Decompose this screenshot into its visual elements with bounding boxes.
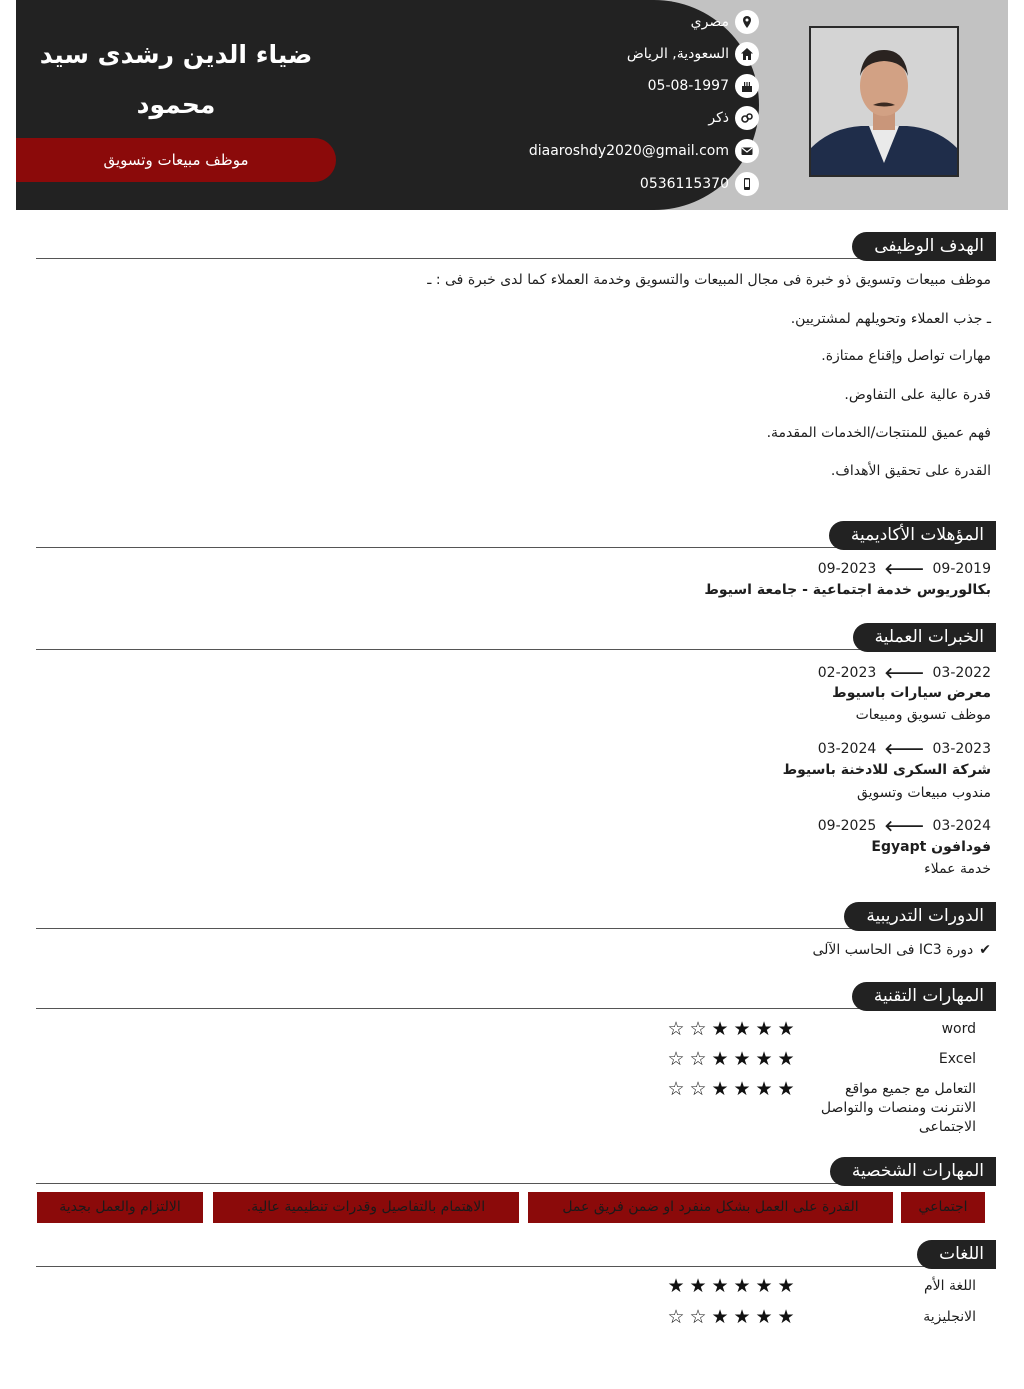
date-end: 09-2023	[817, 560, 877, 577]
cv-header	[16, 0, 1008, 210]
section-divider	[36, 649, 996, 650]
course-label: دورة IC3 فى الحاسب الآلى	[812, 942, 974, 958]
star-filled-icon: ★	[777, 1018, 795, 1040]
star-empty-icon: ☆	[689, 1018, 707, 1040]
location-pin-icon	[735, 10, 759, 34]
section-title-tech-skills: المهارات التقنية	[852, 982, 996, 1011]
skill-tag: الالتزام والعمل بجدية	[37, 1192, 203, 1223]
star-empty-icon: ☆	[689, 1306, 707, 1328]
phone-icon	[735, 172, 759, 196]
star-filled-icon: ★	[755, 1275, 773, 1297]
star-filled-icon: ★	[755, 1306, 773, 1328]
star-filled-icon: ★	[777, 1078, 795, 1100]
star-filled-icon: ★	[711, 1048, 729, 1070]
contact-text: 05-08-1997	[647, 78, 729, 94]
star-empty-icon: ☆	[667, 1306, 685, 1328]
skill-name: التعامل مع جميع مواقع الانترنت ومنصات والتواصل الاجتماعى	[820, 1081, 976, 1135]
contact-gender	[429, 104, 759, 132]
language-name: الانجليزية	[923, 1309, 976, 1325]
objective-line: القدرة على تحقيق الأهداف.	[830, 463, 991, 479]
objective-line: فهم عميق للمنتجات/الخدمات المقدمة.	[766, 425, 991, 441]
person-name: ضياء الدين رشدى سيد محمود	[39, 40, 313, 119]
skill-tag: القدرة على العمل بشكل منفرد او ضمن فريق عمل	[528, 1192, 893, 1223]
star-filled-icon: ★	[755, 1018, 773, 1040]
date-start: 09-2019	[932, 560, 991, 577]
contact-address	[429, 40, 759, 68]
date-end: 09-2025	[817, 817, 877, 834]
objective-line: ـ جذب العملاء وتحويلهم لمشتريين.	[790, 311, 991, 327]
star-empty-icon: ☆	[667, 1048, 685, 1070]
objective-line: مهارات تواصل وإقناع ممتازة.	[821, 348, 991, 364]
star-filled-icon: ★	[711, 1306, 729, 1328]
star-filled-icon: ★	[711, 1275, 729, 1297]
rating-stars	[666, 1275, 796, 1297]
experience-dates	[818, 816, 991, 835]
date-start: 03-2022	[932, 664, 991, 681]
arrow-left-icon: 🡐	[884, 664, 925, 682]
contact-birthdate	[429, 72, 759, 100]
education-dates	[818, 559, 991, 578]
star-filled-icon: ★	[755, 1048, 773, 1070]
star-filled-icon: ★	[777, 1275, 795, 1297]
arrow-left-icon: 🡐	[884, 740, 925, 758]
contact-nationality	[429, 8, 759, 36]
experience-role: موظف تسويق ومبيعات	[855, 707, 991, 723]
star-filled-icon: ★	[755, 1078, 773, 1100]
star-filled-icon: ★	[777, 1048, 795, 1070]
checkmark-icon: ✔	[979, 942, 991, 958]
skill-tag: اجتماعي	[901, 1192, 985, 1223]
skill-name: Excel	[938, 1051, 976, 1067]
course-item	[812, 942, 991, 958]
date-end: 03-2024	[817, 740, 877, 757]
date-start: 03-2024	[932, 817, 991, 834]
date-end: 02-2023	[817, 664, 877, 681]
star-empty-icon: ☆	[667, 1018, 685, 1040]
objective-line: قدرة عالية على التفاوض.	[844, 387, 991, 403]
home-icon	[735, 42, 759, 66]
experience-role: خدمة عملاء	[924, 861, 991, 877]
skill-name: word	[941, 1021, 976, 1037]
section-divider	[36, 1266, 996, 1267]
contact-text: السعودية, الرياض	[626, 46, 729, 62]
star-filled-icon: ★	[733, 1018, 751, 1040]
section-title-personal-skills: المهارات الشخصية	[830, 1157, 996, 1186]
section-divider	[36, 258, 996, 259]
star-filled-icon: ★	[733, 1306, 751, 1328]
contact-email	[429, 137, 759, 165]
contact-text: ذكر	[708, 110, 729, 126]
star-filled-icon: ★	[689, 1275, 707, 1297]
skill-tag: الاهتمام بالتفاصيل وقدرات تنظيمية عالية.	[213, 1192, 519, 1223]
contact-text: مصري	[690, 14, 729, 30]
star-filled-icon: ★	[777, 1306, 795, 1328]
objective-line: موظف مبيعات وتسويق ذو خبرة فى مجال المبيعات والتسويق وخدمة العملاء كما لدى خبرة فى : ـ	[427, 272, 991, 288]
section-title-objective: الهدف الوظيفى	[852, 232, 996, 261]
experience-company: فودافون Egyapt	[871, 839, 991, 855]
envelope-icon	[735, 139, 759, 163]
education-degree: بكالوريوس خدمة اجتماعية - جامعة اسيوط	[704, 582, 991, 598]
section-divider	[36, 1008, 996, 1009]
birthday-cake-icon	[735, 74, 759, 98]
section-title-courses: الدورات التدريبية	[844, 902, 996, 931]
contact-text: diaaroshdy2020@gmail.com	[528, 143, 729, 159]
gender-icon	[735, 106, 759, 130]
experience-dates	[818, 739, 991, 758]
experience-dates	[818, 663, 991, 682]
star-filled-icon: ★	[733, 1275, 751, 1297]
star-filled-icon: ★	[711, 1078, 729, 1100]
star-filled-icon: ★	[667, 1275, 685, 1297]
rating-stars	[666, 1018, 796, 1040]
rating-stars	[666, 1048, 796, 1070]
experience-company: معرض سيارات باسيوط	[832, 685, 991, 701]
section-title-experience: الخبرات العملية	[853, 623, 996, 652]
arrow-left-icon: 🡐	[884, 817, 925, 835]
language-name: اللغة الأم	[923, 1278, 976, 1294]
section-title-languages: اللغات	[917, 1240, 996, 1269]
star-filled-icon: ★	[711, 1018, 729, 1040]
star-filled-icon: ★	[733, 1078, 751, 1100]
header-dark-panel	[16, 0, 759, 210]
date-start: 03-2023	[932, 740, 991, 757]
job-title-badge: موظف مبيعات وتسويق	[16, 138, 336, 182]
contact-text: 0536115370	[639, 176, 729, 192]
experience-company: شركة السكرى للادخنة باسيوط	[782, 762, 991, 778]
star-empty-icon: ☆	[689, 1048, 707, 1070]
star-filled-icon: ★	[733, 1048, 751, 1070]
experience-role: مندوب مبيعات وتسويق	[856, 785, 991, 801]
arrow-left-icon: 🡐	[884, 560, 925, 578]
rating-stars	[666, 1078, 796, 1100]
rating-stars	[666, 1306, 796, 1328]
contact-phone	[429, 170, 759, 198]
star-empty-icon: ☆	[667, 1078, 685, 1100]
star-empty-icon: ☆	[689, 1078, 707, 1100]
section-title-education: المؤهلات الأكاديمية	[829, 521, 996, 550]
profile-photo	[809, 26, 959, 177]
